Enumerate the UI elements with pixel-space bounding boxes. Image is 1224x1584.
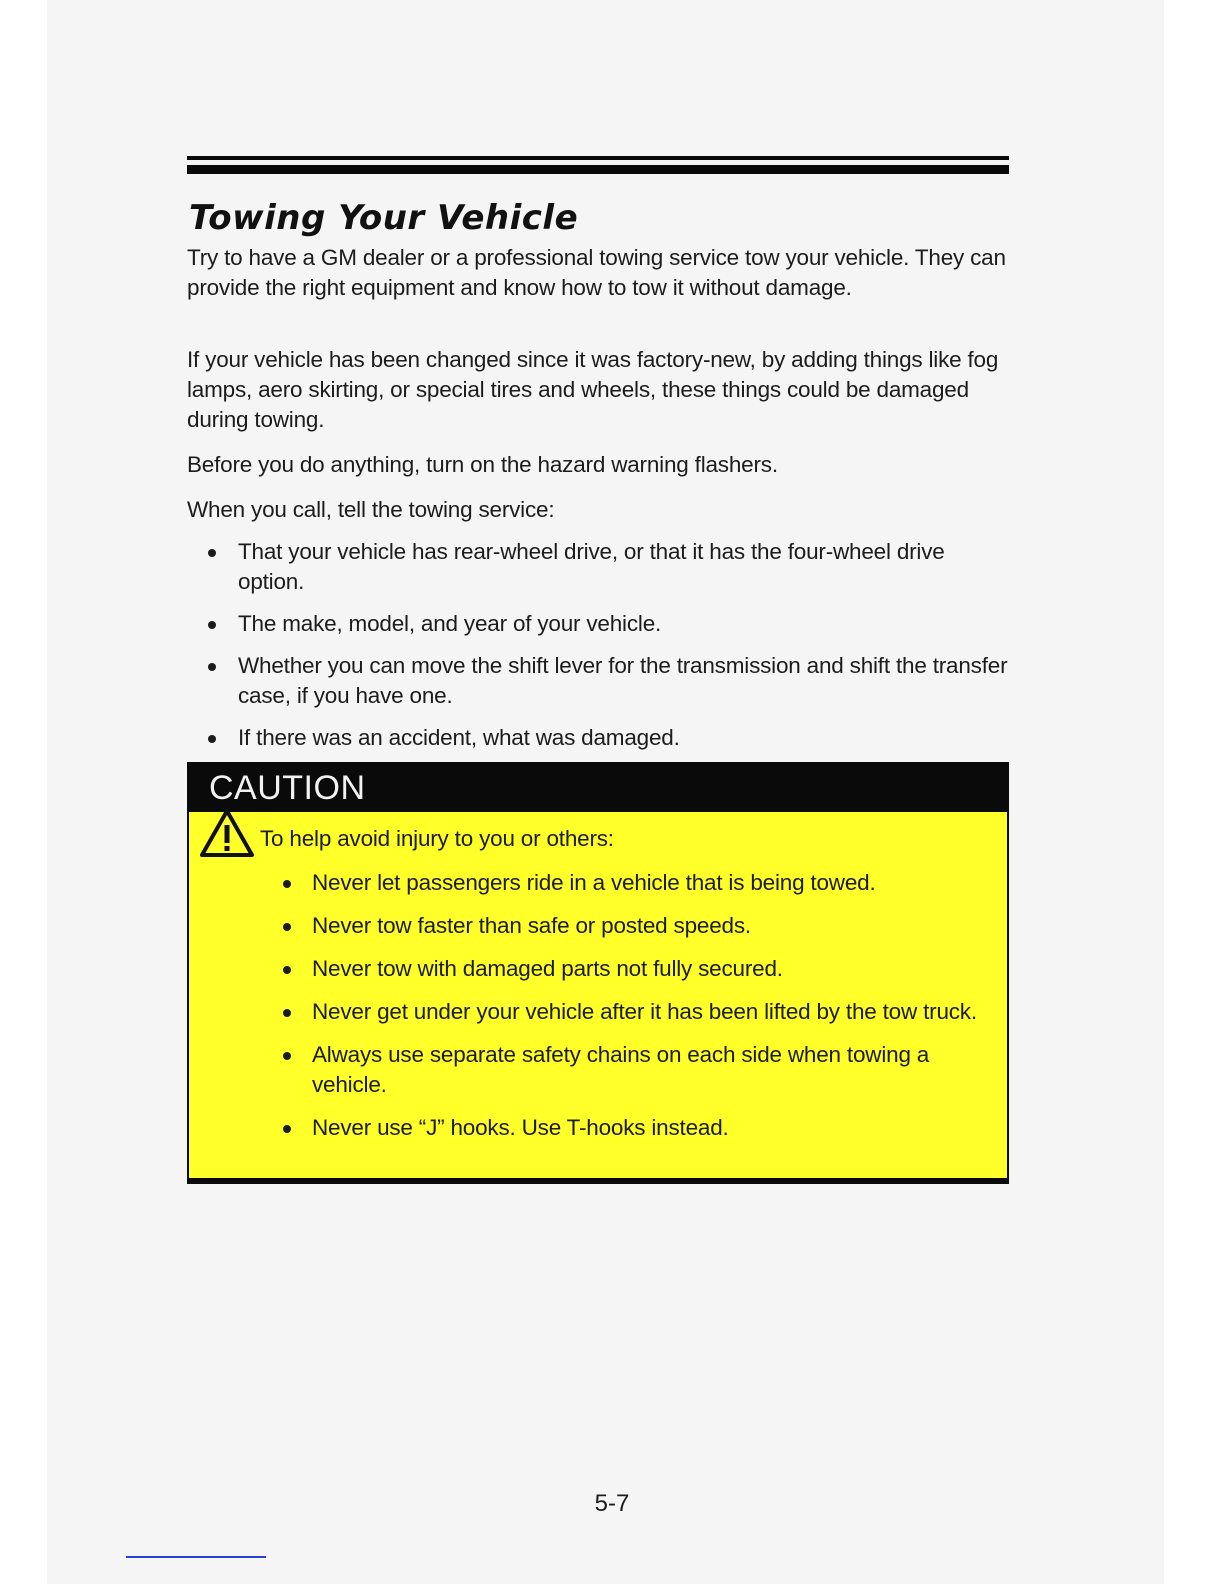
list-item: [260, 911, 980, 941]
bottom-link-underline: [126, 1556, 266, 1558]
paragraph-towing-service: Try to have a GM dealer or a professional towing service tow your vehicle. They can provide the right equipment and know how to tow it without damage.: [187, 245, 1006, 300]
list-item: [260, 1040, 980, 1100]
list-item: [187, 723, 1009, 753]
list-item-text: Never tow with damaged parts not fully secured.: [312, 956, 783, 981]
warning-triangle-icon: [199, 808, 255, 858]
bullet-icon: [208, 621, 216, 629]
list-item-text: Never get under your vehicle after it has been lifted by the tow truck.: [312, 999, 977, 1024]
list-item-text: Whether you can move the shift lever for the transmission and shift the transfer case, if you have one.: [238, 653, 1008, 708]
bullet-icon: [283, 1125, 291, 1133]
rule-thick-line: [187, 165, 1009, 174]
list-item-text: That your vehicle has rear-wheel drive, or that it has the four-wheel drive option.: [238, 539, 945, 594]
caution-header-label: CAUTION: [209, 769, 366, 807]
list-item: [187, 651, 1009, 711]
caution-box: [187, 762, 1009, 1184]
list-item-text: Never tow faster than safe or posted speeds.: [312, 913, 751, 938]
bullet-icon: [208, 735, 216, 743]
list-item-text: Never use “J” hooks. Use T-hooks instead.: [312, 1115, 729, 1140]
caution-intro: To help avoid injury to you or others:: [260, 826, 614, 851]
list-item: [260, 997, 980, 1027]
list-item: [260, 954, 980, 984]
list-item-text: Never let passengers ride in a vehicle that is being towed.: [312, 870, 876, 895]
paragraph-vehicle-changes: If your vehicle has been changed since it was factory-new, by adding things like fog lamps, aero skirting, or special tires and wheels, these things could be damaged during towing.: [187, 347, 999, 432]
list-item: [187, 609, 1009, 639]
caution-header: [189, 764, 1007, 812]
list-item: [187, 537, 1009, 597]
section-title: Towing Your Vehicle: [189, 198, 579, 238]
bullet-icon: [283, 1052, 291, 1060]
bullet-icon: [283, 923, 291, 931]
bullet-icon: [208, 663, 216, 671]
list-item: [260, 1113, 980, 1143]
page-number: 5-7: [594, 1490, 630, 1517]
section-rule: [187, 156, 1009, 175]
rule-thin-line: [187, 156, 1009, 160]
towing-info-list: [187, 537, 1009, 765]
list-item: [260, 868, 980, 898]
bullet-icon: [283, 880, 291, 888]
list-item-text: If there was an accident, what was damaged.: [238, 725, 680, 750]
caution-list: [260, 868, 980, 1156]
bullet-icon: [283, 966, 291, 974]
paragraph-hazard-flashers: Before you do anything, turn on the hazard warning flashers.: [187, 452, 778, 477]
bullet-icon: [283, 1009, 291, 1017]
list-item-text: The make, model, and year of your vehicle.: [238, 611, 662, 636]
list-item-text: Always use separate safety chains on each side when towing a vehicle.: [312, 1042, 930, 1097]
bullet-icon: [208, 549, 216, 557]
paragraph-when-you-call: When you call, tell the towing service:: [187, 497, 555, 522]
